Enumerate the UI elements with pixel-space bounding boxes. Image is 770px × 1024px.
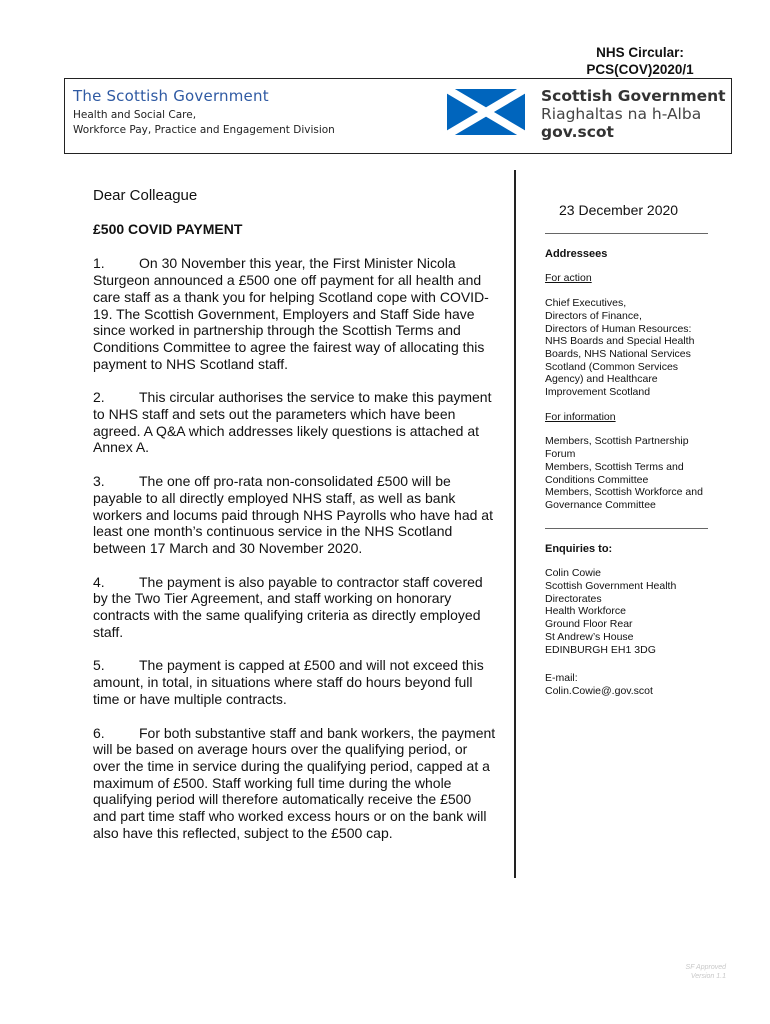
paragraph-text: For both substantive staff and bank workers, the payment will be based on average hours over the qualifying period, or over the time in service during the qualifying period, capped at a maximum of £500. Staff working full time during the whole qualifying period will therefore automatically receive the £500 and part time staff who worked excess hours or on the bank will also have this reflected, subject to the £500 cap. (93, 724, 496, 841)
email-address[interactable]: Colin.Cowie@.gov.scot (545, 684, 653, 697)
paragraph (93, 574, 497, 641)
watermark-line: Version 1.1 (690, 973, 726, 980)
contact-line: EDINBURGH EH1 3DG (545, 643, 656, 656)
contact-line: Ground Floor Rear (545, 618, 633, 631)
approval-watermark (676, 963, 726, 981)
list-item: Governance Committee (545, 498, 656, 511)
letter-date: 23 December 2020 (559, 202, 679, 218)
circular-label: NHS Circular: (596, 45, 684, 60)
paragraph (93, 389, 497, 456)
list-item: NHS Boards and Special Health (545, 335, 695, 348)
sg-logo-text (541, 87, 726, 141)
list-item: Boards, NHS National Services (545, 347, 691, 360)
paragraph-number: 1. (93, 255, 105, 272)
paragraph-number: 2. (93, 389, 105, 406)
division-block (73, 87, 335, 138)
contact-block (545, 567, 730, 656)
list-item: Scotland (Common Services (545, 360, 679, 373)
logo-english: Scottish Government (541, 87, 726, 105)
salutation: Dear Colleague (93, 187, 198, 204)
logo-domain: gov.scot (541, 123, 614, 141)
paragraph-text: This circular authorises the service to make this payment to NHS staff and sets out the parameters which have been agreed. A Q&A which addresses likely questions is attached at Annex A. (93, 389, 492, 456)
paragraph-number: 4. (93, 573, 105, 590)
letter-body (93, 188, 497, 859)
circular-number: PCS(COV)2020/1 (586, 62, 694, 77)
contact-line: St Andrew’s House (545, 630, 634, 643)
list-item: Improvement Scotland (545, 386, 651, 399)
list-item: Directors of Finance, (545, 309, 642, 322)
contact-line: Scottish Government Health (545, 580, 677, 593)
paragraph-text: The one off pro-rata non-consolidated £500 will be payable to all directly employed NHS staff, as well as bank workers and locums paid through NHS Payrolls who have had at least one month’s continuous service in the NHS Scotland between 17 March and 30 November 2020. (93, 473, 493, 556)
column-divider (514, 170, 516, 878)
paragraph-number: 6. (93, 724, 105, 741)
letterhead (64, 78, 732, 154)
sidebar-rule (545, 528, 708, 529)
list-item: Members, Scottish Terms and (545, 460, 684, 473)
division-line: Workforce Pay, Practice and Engagement Division (73, 124, 335, 136)
contact-line: Directorates (545, 592, 602, 605)
contact-line: Colin Cowie (545, 567, 602, 580)
email-block (545, 672, 730, 697)
circular-reference (560, 44, 720, 78)
directorate-line: Health and Social Care, (73, 109, 197, 121)
saltire-flag-icon (447, 89, 525, 135)
for-information-label: For information (545, 410, 616, 423)
paragraph (93, 473, 497, 557)
sidebar (545, 204, 730, 710)
list-item: Members, Scottish Workforce and (545, 486, 703, 499)
list-item: Conditions Committee (545, 473, 649, 486)
watermark-line: SF Approved (685, 964, 726, 971)
for-action-label: For action (545, 272, 592, 285)
list-item: Agency) and Healthcare (545, 373, 658, 386)
list-item: Chief Executives, (545, 297, 627, 310)
logo-gaelic: Riaghaltas na h-Alba (541, 105, 702, 123)
paragraph-number: 3. (93, 473, 105, 490)
paragraph-number: 5. (93, 657, 105, 674)
paragraph (93, 255, 497, 372)
org-title: The Scottish Government (73, 87, 269, 105)
paragraph-text: The payment is also payable to contractor staff covered by the Two Tier Agreement, and staff working on honorary contracts with the same qualifying criteria as directly employed staff. (93, 573, 483, 640)
contact-line: Health Workforce (545, 605, 626, 618)
paragraph (93, 657, 497, 707)
sidebar-rule (545, 233, 708, 234)
letter-subject: £500 COVID PAYMENT (93, 220, 243, 237)
list-item: Members, Scottish Partnership (545, 435, 689, 448)
paragraph (93, 725, 497, 842)
list-item: Directors of Human Resources: (545, 322, 692, 335)
for-information-list (545, 435, 730, 511)
for-action-list (545, 297, 730, 399)
addressees-heading: Addressees (545, 247, 608, 260)
list-item: Forum (545, 448, 576, 461)
paragraph-text: On 30 November this year, the First Minister Nicola Sturgeon announced a £500 one off payment for all health and care staff as a thank you for helping Scotland cope with COVID-19. The Scottish Government, Employers and Staff Side have since worked in partnership through the Scottish Terms and Conditions Committee to agree the fairest way of allocating this payment to NHS Scotland staff. (93, 255, 489, 372)
enquiries-heading: Enquiries to: (545, 542, 613, 555)
paragraph-text: The payment is capped at £500 and will not exceed this amount, in total, in situations where staff do hours beyond full time or have multiple contracts. (93, 657, 484, 707)
email-label: E-mail: (545, 672, 578, 685)
